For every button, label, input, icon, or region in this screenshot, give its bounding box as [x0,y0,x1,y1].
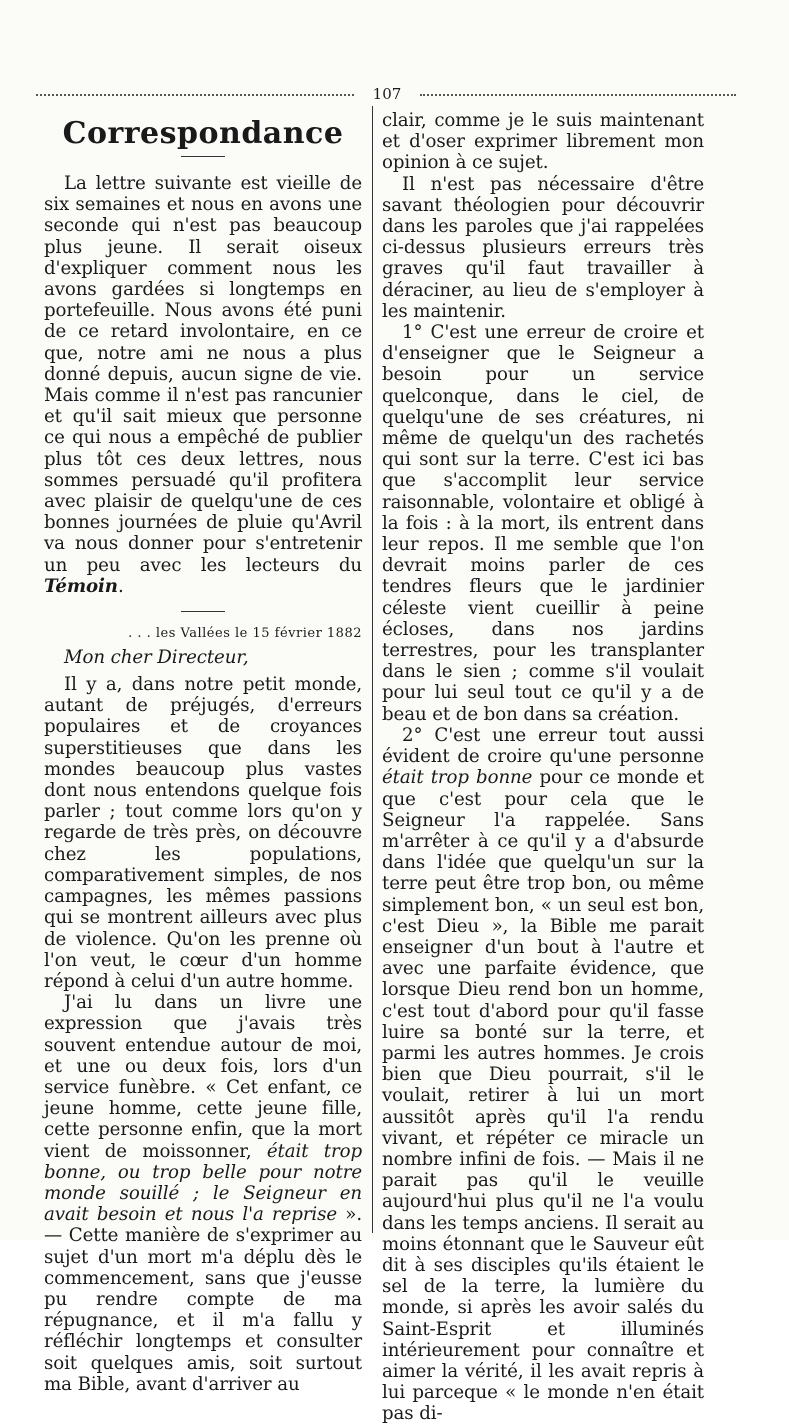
temoin-title: Témoin [44,575,118,597]
letter-paragraph-1: Il y a, dans notre petit monde, autant de préjugés, d'erreurs populaires et de croyances superstitieuses que dans les mondes beaucoup plus vastes dont nous entendons quelque fois parler ; tout comme lors qu'on y regarde de très près, on découvre chez les populations, comparativement simples, de nos campagnes, les mêmes passions qui se montrent ailleurs avec plus de violence. Qu'on les prenne où l'on veut, le cœur d'un homme répond à celui d'un autre homme. [44,674,362,992]
letter-paragraph-4: 1° C'est une erreur de croire et d'enseigner que le Seigneur a besoin pour un service quelconque, dans le ciel, de quelqu'une de ses créatures, ni même de quelqu'un des rachetés qui sont sur la terre. C'est ici bas que s'accomplit leur service raisonnable, volontaire et obligé à la fois : à la mort, ils entrent dans leur repos. Il me semble que l'on devrait moins parler de ces tendres fleurs que le jardinier céleste vient cueillir à peine écloses, dans nos jardins terrestres, pour les transplanter dans le sien ; comme s'il voulait pour lui seul tout ce qu'il y a de beau et de bon dans sa création. [382,322,704,725]
para2-end: ». — Cette manière de s'exprimer au sujet d'un mort m'a déplu dès le commencement, sans que j'eusse pu rendre compte de ma répugnance, et il m'a fallu y réfléchir longtemps et consulter soit quelques amis, soit surtout ma Bible, avant d'arriver au [44,1204,362,1395]
editor-intro-paragraph [44,173,362,597]
letter-paragraph-2 [44,992,362,1395]
letter-dateline: . . . les Vallées le 15 février 1882 [128,626,362,642]
right-column [382,110,704,1425]
column-divider [372,106,373,1233]
letter-paragraph-continued: clair, comme je le suis maintenant et d'oser exprimer librement mon opinion à ce sujet. [382,110,704,174]
letter-salutation: Mon cher Directeur, [64,647,249,669]
header-rule-right [420,94,736,96]
letter-paragraph-3: Il n'est pas nécessaire d'être savant théologien pour découvrir dans les paroles que j'ai rappelées ci-dessus plusieurs erreurs très graves qu'il faut travailler à déraciner, au lieu de s'employer à les maintenir. [382,173,704,322]
intro-text: La lettre suivante est vieille de six semaines et nous en avons une seconde qui n'est pas beaucoup plus jeune. Il serait oiseux d'expliquer comment nous les avons gardées si longtemps en portefeuille. Nous avons été puni de ce retard involontaire, en ce que, notre ami ne nous a plus donné depuis, aucun signe de vie. Mais comme il n'est pas rancunier et qu'il sait mieux que personne ce qui nous a empêché de publier plus tôt ces deux lettres, nous sommes persuadé qu'il profitera avec plaisir de quelqu'une de ces bonnes journées de pluie qu'Avril va nous donner pour s'entretenir un peu avec les lecteurs du [44,173,362,576]
left-column [44,110,362,1395]
page-header [36,84,736,106]
letter-paragraph-5 [382,725,704,1425]
section-title: Correspondance [62,116,344,151]
page-number: 107 [372,85,402,103]
para5-end: pour ce monde et que c'est pour cela que le Seigneur l'a rappelée. Sans m'arrêter à ce qu'il y a d'absurde dans l'idée que quelqu'un sur la terre peut être trop bon, ou même simplement bon, « un seul est bon, c'est Dieu », la Bible me parait enseigner d'un bout à l'autre et avec une parfaite évidence, que lorsque Dieu rend bon un homme, c'est tout d'abord pour qu'il fasse luire sa bonté sur la terre, et parmi les autres hommes. Je crois bien que Dieu pourrait, s'il le voulait, retirer à lui un mort aussitôt après qu'il l'a rendu vivant, et répéter ce miracle un nombre infini de fois. — Mais il ne parait pas qu'il le veuille aujourd'hui plus qu'il ne l'a voulu dans les temps anciens. Il serait au moins étonnant que le Sauveur eût dit à ses disciples qu'ils étaient le sel de la terre, la lumière du monde, si après les avoir salés du Saint-Esprit et illuminés intérieurement pour connaître et aimer la vérité, il les avait repris à lui parceque « le monde n'en était pas di- [382,767,705,1425]
title-rule [181,156,225,157]
para2-quote-italic: était trop bonne, ou trop belle pour notre monde souillé ; le Seigneur en avait besoin et nous l'a reprise [44,1140,362,1226]
para2-start: J'ai lu dans un livre une expression que j'avais très souvent entendue autour de moi, et une ou deux fois, lors d'un service funèbre. « Cet enfant, ce jeune homme, cette jeune fille, cette personne enfin, que la mort vient de moissonner, [44,992,362,1162]
header-rule-left [36,94,354,96]
para5-italic: était trop bonne [382,767,533,789]
para5-start: 2° C'est une erreur tout aussi évident de croire qu'une personne [382,724,704,768]
intro-end: . [117,575,124,597]
letter-separator-rule [181,611,225,612]
